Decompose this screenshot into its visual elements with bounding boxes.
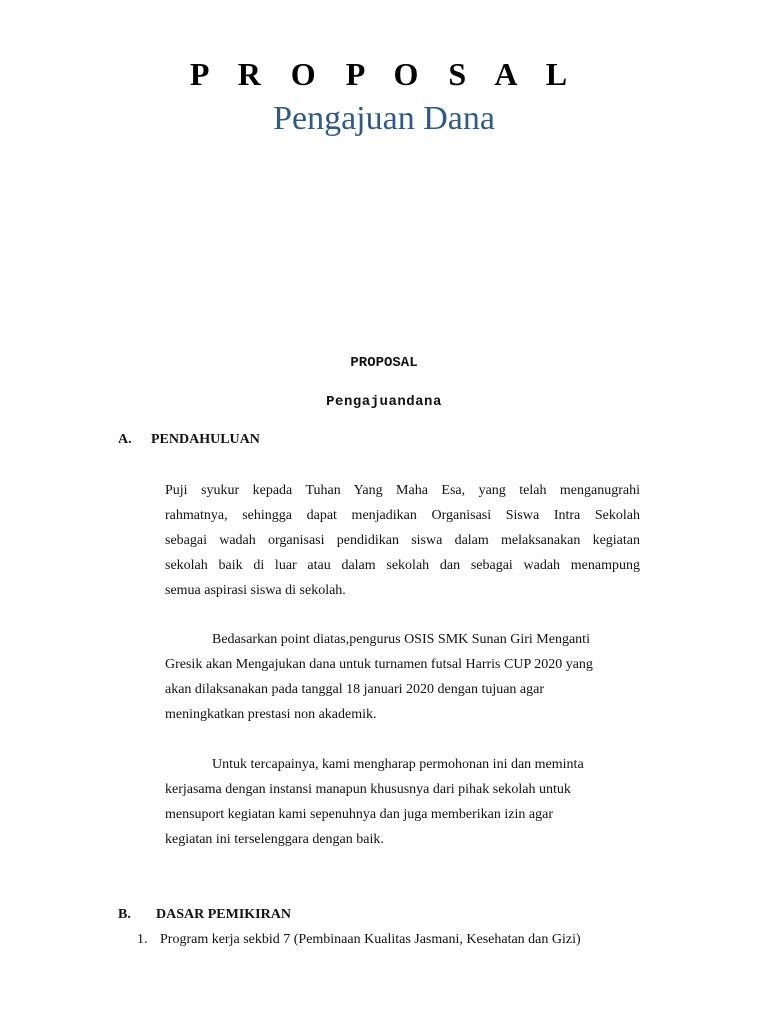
paragraph-1-line: sekolah baik di luar atau dalam sekolah dan sebagai wadah menampung: [165, 558, 640, 573]
paragraph-1-line: Puji syukur kepada Tuhan Yang Maha Esa, yang telah menganugrahi: [165, 483, 640, 498]
paragraph-2-line: akan dilaksanakan pada tanggal 18 januari 2020 dengan tujuan agar: [165, 682, 545, 697]
section-b-heading: [118, 907, 291, 923]
paragraph-3: [165, 752, 640, 852]
list-item: [137, 932, 581, 948]
document-title: PROPOSAL: [350, 355, 418, 371]
paragraph-1-line: rahmatnya, sehingga dapat menjadikan Organisasi Siswa Intra Sekolah: [165, 508, 640, 523]
cover-title: P R O P O S A L: [189, 56, 579, 92]
section-b-letter: B.: [118, 907, 131, 922]
section-a-heading: [118, 432, 260, 448]
paragraph-2-line: meningkatkan prestasi non akademik.: [165, 707, 377, 722]
paragraph-2-line: Gresik akan Mengajukan dana untuk turnamen futsal Harris CUP 2020 yang: [165, 657, 593, 672]
paragraph-1-line: sebagai wadah organisasi pendidikan siswa dalam melaksanakan kegiatan: [165, 533, 640, 548]
list-item-text: Program kerja sekbid 7 (Pembinaan Kualitas Jasmani, Kesehatan dan Gizi): [160, 932, 581, 947]
paragraph-2-line: Bedasarkan point diatas,pengurus OSIS SMK Sunan Giri Menganti: [212, 632, 590, 647]
paragraph-3-line: kegiatan ini terselenggara dengan baik.: [165, 832, 384, 847]
cover-subtitle: Pengajuan Dana: [273, 100, 495, 137]
paragraph-1: [165, 478, 640, 603]
paragraph-3-line: mensuport kegiatan kami sepenuhnya dan juga memberikan izin agar: [165, 807, 553, 822]
paragraph-3-line: kerjasama dengan instansi manapun khususnya dari pihak sekolah untuk: [165, 782, 571, 797]
document-subtitle: Pengajuandana: [326, 394, 442, 410]
section-a-letter: A.: [118, 432, 132, 447]
paragraph-1-line: semua aspirasi siswa di sekolah.: [165, 583, 346, 598]
section-b-title: DASAR PEMIKIRAN: [156, 907, 291, 922]
section-a-title: PENDAHULUAN: [151, 432, 260, 447]
list-item-number: 1.: [137, 932, 148, 947]
paragraph-2: [165, 627, 640, 727]
paragraph-3-line: Untuk tercapainya, kami mengharap permohonan ini dan meminta: [212, 757, 584, 772]
